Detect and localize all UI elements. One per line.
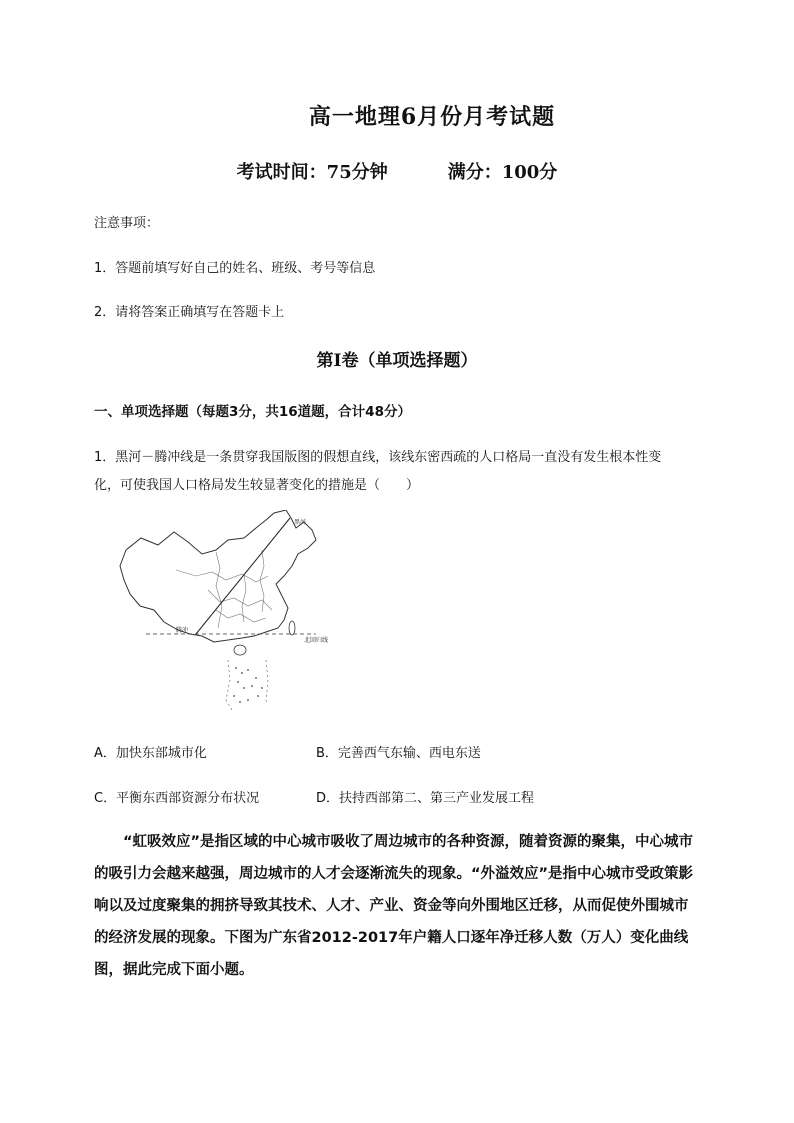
- note-item-1: 1．答题前填写好自己的姓名、班级、考号等信息: [94, 261, 376, 276]
- part-title: 一、单项选择题（每题3分，共16道题，合计48分）: [94, 404, 411, 420]
- full-score: 满分：100分: [447, 162, 558, 183]
- section-title: 第I卷（单项选择题）: [316, 351, 478, 371]
- question-1-line-2: 化，可使我国人口格局发生较显著变化的措施是（ ）: [94, 478, 420, 493]
- question-1-line-1: 1．黑河－腾冲线是一条贯穿我国版图的假想直线，该线东密西疏的人口格局一直没有发生根本性变: [94, 450, 662, 465]
- taiwan-island: [289, 621, 295, 635]
- south-sea-islands: [233, 667, 263, 703]
- exam-info: [0, 158, 794, 184]
- label-tropic: 北回归线: [304, 637, 329, 644]
- page-title: 高一地理6月份月考试题: [308, 104, 556, 130]
- notes-heading: 注意事项：: [94, 216, 160, 231]
- option-d: D．扶持西部第二、第三产业发展工程: [316, 791, 535, 806]
- option-c: C．平衡东西部资源分布状况: [94, 791, 260, 806]
- label-heihe: 黑河: [294, 519, 307, 526]
- option-b: B．完善西气东输、西电东送: [316, 746, 481, 761]
- china-map: [116, 510, 346, 715]
- note-item-2: 2．请将答案正确填写在答题卡上: [94, 305, 285, 320]
- reading-passage: “虹吸效应”是指区域的中心城市吸收了周边城市的各种资源，随着资源的聚集，中心城市的吸引力会越来越强，周边城市的人才会逐渐流失的现象。“外溢效应”是指中心城市受政策影响以及过度聚集的拥挤导致其技术、人才、产业、资金等向外围地区迁移，从而促使外围城市的经济发展的现象。下图为广东省2012-2017年户籍人口逐年净迁移人数（万人）变化曲线图，据此完成下面小题。: [94, 834, 694, 978]
- exam-time: 考试时间：75分钟: [236, 162, 388, 183]
- option-a: A．加快东部城市化: [94, 746, 207, 761]
- hainan-island: [234, 645, 246, 655]
- label-tengchong: 腾冲: [176, 627, 189, 634]
